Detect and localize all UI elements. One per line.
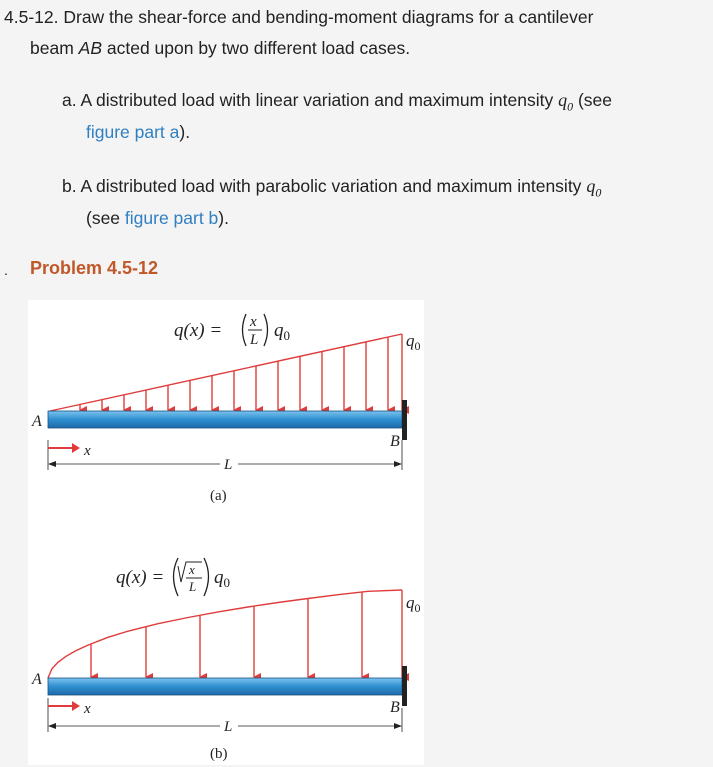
list-bullet: . [4, 262, 8, 278]
x-label-a: x [84, 443, 91, 459]
load-arrows-b [91, 590, 402, 677]
eq-b-denominator: L [189, 579, 197, 594]
svg-text:q(x) =: q(x) = [174, 320, 223, 341]
case-b-line-1: b. A distributed load with parabolic variation and maximum intensity $q_0$ [62, 176, 602, 200]
x-label-b: x [84, 701, 91, 717]
figure-svg [28, 300, 424, 765]
q0-label-b: $q_0$ [406, 593, 421, 615]
figure-part-b [31, 558, 421, 762]
figure-part-b-link[interactable]: figure part b [124, 208, 219, 228]
problem-figure [28, 300, 424, 765]
figure-part-a [31, 314, 421, 504]
point-a-label: A [32, 671, 42, 688]
beam-b [48, 678, 402, 695]
length-label-a: L [224, 457, 233, 473]
svg-text:q0: $q_0$ [274, 320, 290, 343]
case-b-line-2: (see figure part b). [86, 208, 229, 228]
eq-a-denominator: L [250, 332, 259, 348]
figure-part-a-link[interactable]: figure part a [86, 122, 180, 142]
point-a-label: A [32, 413, 42, 430]
equation-a [174, 314, 290, 348]
caption-a: (a) [210, 488, 227, 504]
svg-text:q0: $q_0$ [214, 567, 230, 590]
q0-symbol: $q_0$ [558, 90, 574, 114]
x-axis-arrow [72, 443, 80, 453]
equation-b [116, 558, 230, 596]
fixed-support-a [402, 400, 407, 440]
load-arrows-a [80, 334, 402, 410]
load-outline-a [50, 334, 402, 411]
fixed-support-b [402, 666, 407, 706]
point-b-label: B [390, 433, 400, 450]
beam-name: AB [78, 38, 102, 58]
eq-a-numerator: x [250, 314, 257, 330]
beam-a [48, 411, 402, 428]
q0-label-a: $q_0$ [406, 331, 421, 353]
length-label-b: L [224, 719, 233, 735]
eq-b-numerator: x [189, 562, 195, 577]
q0-symbol: $q_0$ [586, 176, 602, 200]
problem-line-1: 4.5-12. Draw the shear-force and bending-moment diagrams for a cantilever [4, 7, 594, 27]
case-a-line-1: a. A distributed load with linear variation and maximum intensity $q_0$ (see [62, 90, 612, 114]
svg-text:q(x) =: q(x) = [116, 567, 165, 588]
load-outline-b [48, 590, 402, 678]
problem-label[interactable]: Problem 4.5-12 [30, 258, 159, 278]
caption-b: (b) [210, 746, 228, 762]
x-axis-arrow [72, 701, 80, 711]
point-b-label: B [390, 699, 400, 716]
problem-number: 4.5-12. [4, 7, 59, 27]
case-a-line-2: figure part a). [86, 122, 191, 142]
problem-line-2: beam AB acted upon by two different load cases. [30, 38, 411, 58]
